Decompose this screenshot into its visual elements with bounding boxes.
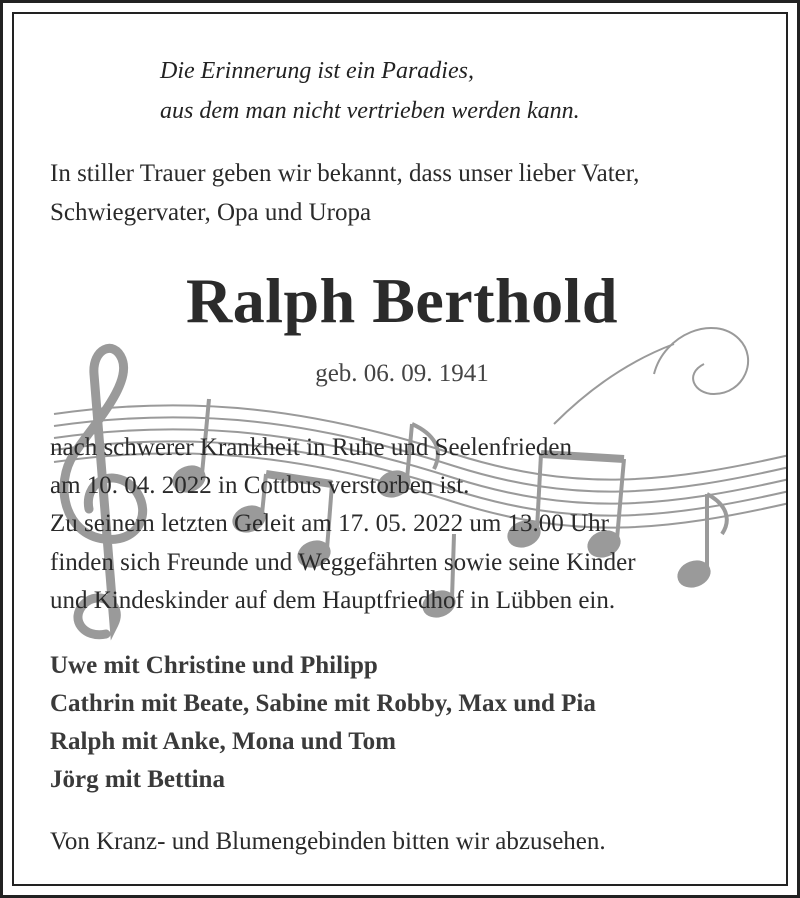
- intro-line-1: In stiller Trauer geben wir bekannt, dass unser lieber Vater,: [50, 160, 640, 187]
- obituary-card: [12, 12, 788, 886]
- birth-date: geb. 06. 09. 1941: [315, 360, 489, 387]
- mourner-line: Jörg mit Bettina: [50, 766, 225, 793]
- body-line-3: Zu seinem letzten Geleit am 17. 05. 2022 um 13.00 Uhr: [50, 510, 609, 537]
- body-line-5: und Kindeskinder auf dem Hauptfriedhof in Lübben ein.: [50, 587, 616, 614]
- body-line-2: am 10. 04. 2022 in Cottbus verstorben ist.: [50, 472, 470, 499]
- mourner-line: Uwe mit Christine und Philipp: [50, 652, 378, 679]
- body-line-4: finden sich Freunde und Weggefährten sowie seine Kinder: [50, 549, 636, 576]
- closing-note: Von Kranz- und Blumengebinden bitten wir abzusehen.: [50, 828, 606, 855]
- quote-line-1: Die Erinnerung ist ein Paradies,: [160, 58, 474, 84]
- intro-line-2: Schwiegervater, Opa und Uropa: [50, 199, 372, 226]
- quote-line-2: aus dem man nicht vertrieben werden kann.: [160, 98, 580, 124]
- mourner-line: Ralph mit Anke, Mona und Tom: [50, 728, 396, 755]
- body-line-1: nach schwerer Krankheit in Ruhe und Seelenfrieden: [50, 434, 573, 461]
- mourner-line: Cathrin mit Beate, Sabine mit Robby, Max und Pia: [50, 690, 596, 717]
- deceased-name: Ralph Berthold: [186, 265, 618, 336]
